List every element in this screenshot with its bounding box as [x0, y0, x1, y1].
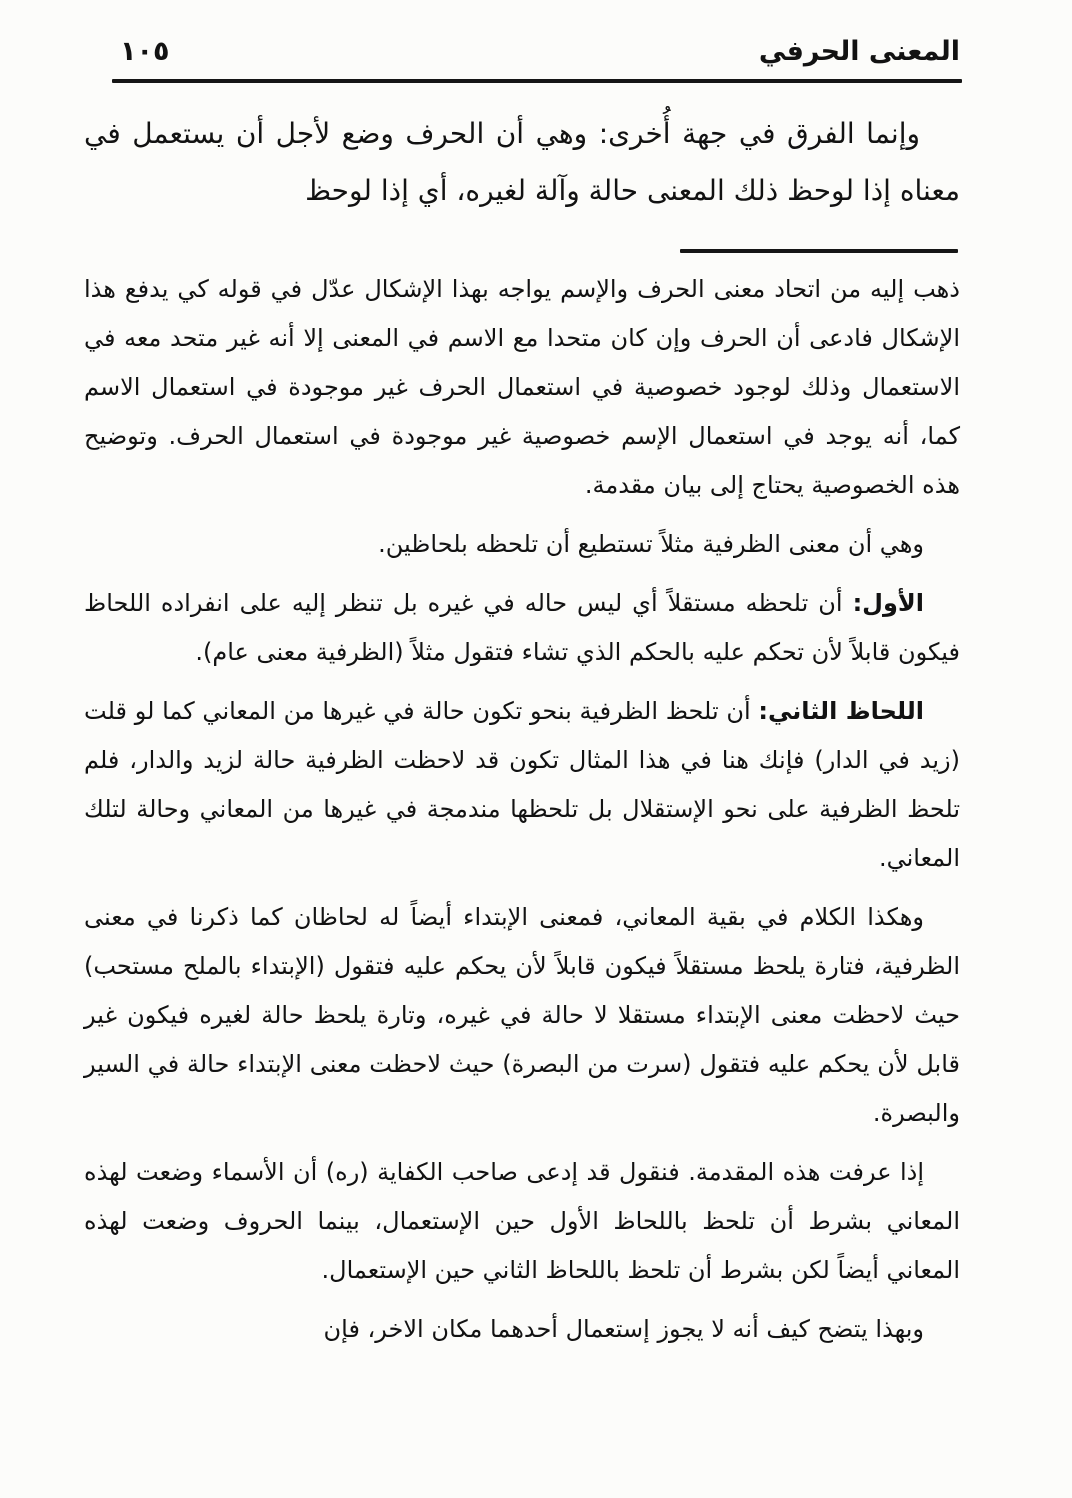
body-paragraph: وإنما الفرق في جهة أُخرى: وهي أن الحرف وضع لأجل أن يستعمل في معناه إذا لوحظ ذلك المعنى حالة وآلة لغيره، أي إذا لوحظ	[84, 117, 960, 207]
footnote-paragraph	[84, 579, 960, 677]
paragraph-text: ذهب إليه من اتحاد معنى الحرف والإسم يواجه بهذا الإشكال عدّل في قوله كي يدفع هذا الإشكال فادعى أن الحرف وإن كان متحدا مع الاسم في المعنى إلا أنه غير متحد معه في الاستعمال وذلك لوجود خصوصية في استعمال الحرف غير موجودة في استعمال الاسم كما، أنه يوجد في استعمال الإسم خصوصية غير موجودة في استعمال الحرف. وتوضيح هذه الخصوصية يحتاج إلى بيان مقدمة.	[84, 275, 960, 499]
paragraph-lead: اللحاظ الثاني:	[758, 697, 925, 725]
paragraph-text: أن تلحظه مستقلاً أي ليس حاله في غيره بل تنظر إليه على انفراده اللحاظ فيكون قابلاً لأن تحكم عليه بالحكم الذي تشاء فتقول مثلاً (الظرفية معنى عام).	[84, 589, 960, 666]
paragraph-text: وهكذا الكلام في بقية المعاني، فمعنى الإبتداء أيضاً له لحاظان كما ذكرنا في معنى الظرفية، فتارة يلحظ مستقلاً فيكون قابلاً لأن يحكم عليه فتقول (الإبتداء بالملح مستحب) حيث لاحظت معنى الإبتداء مستقلا لا حالة في غيره، وتارة يلحظ حالة لغيره فيكون غير قابل لأن يحكم عليه فتقول (سرت من البصرة) حيث لاحظت معنى الإبتداء حالة في السير والبصرة.	[84, 903, 960, 1127]
footnote-separator	[680, 249, 958, 253]
footnote-paragraph	[84, 265, 960, 510]
footnote-paragraph	[84, 520, 960, 569]
footnote-paragraph	[84, 893, 960, 1138]
footnote-section	[84, 265, 960, 1354]
footnote-paragraph	[84, 1148, 960, 1295]
running-title: المعنى الحرفي	[758, 36, 960, 67]
header-rule	[112, 79, 962, 83]
footnote-paragraph	[84, 1305, 960, 1354]
paragraph-text: وبهذا يتضح كيف أنه لا يجوز إستعمال أحدهما مكان الاخر، فإن	[323, 1315, 924, 1343]
page-number: ١٠٥	[120, 36, 170, 67]
page-header	[112, 36, 960, 67]
paragraph-lead: الأول:	[852, 589, 924, 617]
paragraph-text: وهي أن معنى الظرفية مثلاً تستطيع أن تلحظه بلحاظين.	[378, 530, 924, 558]
footnote-paragraph	[84, 687, 960, 883]
paragraph-text: أن تلحظ الظرفية بنحو تكون حالة في غيرها من المعاني كما لو قلت (زيد في الدار) فإنك هنا في هذا المثال تكون قد لاحظت الظرفية حالة لزيد والدار، فلم تلحظ الظرفية على نحو الإستقلال بل تلحظها مندمجة في غيرها من المعاني وحالة لتلك المعاني.	[84, 697, 960, 872]
paragraph-text: إذا عرفت هذه المقدمة. فنقول قد إدعى صاحب الكفاية (ره) أن الأسماء وضعت لهذه المعاني بشرط أن تلحظ باللحاظ الأول حين الإستعمال، بينما الحروف وضعت لهذه المعاني أيضاً لكن بشرط أن تلحظ باللحاظ الثاني حين الإستعمال.	[84, 1158, 960, 1284]
